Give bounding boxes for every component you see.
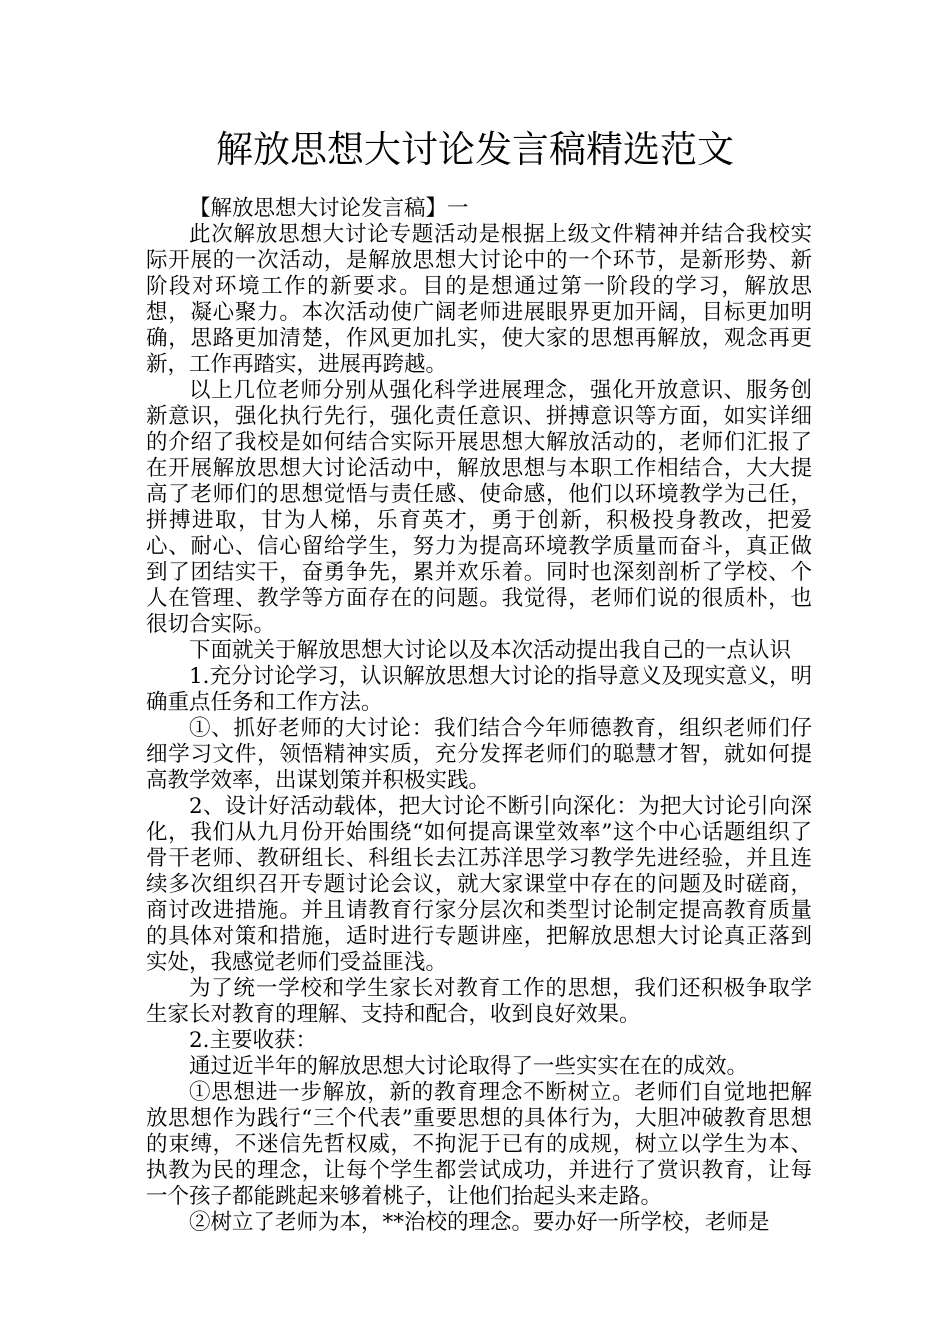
paragraph: 以上几位老师分别从强化科学进展理念，强化开放意识、服务创新意识，强化执行先行，强化责任意识、拼搏意识等方面，如实详细的介绍了我校是如何结合实际开展思想大解放活动的，老师们汇报了在开展解放思想大讨论活动中，解放思想与本职工作相结合，大大提高了老师们的思想觉悟与责任感、使命感，他们以环境教学为己任，拼搏进取，甘为人梯，乐育英才，勇于创新，积极投身教改，把爱心、耐心、信心留给学生，努力为提高环境教学质量而奋斗，真正做到了团结实干，奋勇争先，累并欢乐着。同时也深刻剖析了学校、个人在管理、教学等方面存在的问题。我觉得，老师们说的很质朴，也很切合实际。 <box>146 378 812 637</box>
paragraph: ①、抓好老师的大讨论：我们结合今年师德教育，组织老师们仔细学习文件，领悟精神实质，充分发挥老师们的聪慧才智，就如何提高教学效率，出谋划策并积极实践。 <box>146 716 812 793</box>
paragraph: 通过近半年的解放思想大讨论取得了一些实实在在的成效。 <box>189 1054 749 1079</box>
paragraph: 下面就关于解放思想大讨论以及本次活动提出我自己的一点认识 <box>189 638 792 663</box>
paragraph: ①思想进一步解放，新的教育理念不断树立。老师们自觉地把解放思想作为践行“三个代表”重要思想的具体行为，大胆冲破教育思想的束缚，不迷信先哲权威，不拘泥于已有的成规，树立以学生为本、执教为民的理念，让每个学生都尝试成功，并进行了赏识教育，让每一个孩子都能跳起来够着桃子，让他们抬起头来走路。 <box>146 1080 812 1209</box>
paragraph: 2.主要收获： <box>189 1028 318 1053</box>
paragraph: 1.充分讨论学习，认识解放思想大讨论的指导意义及现实意义，明确重点任务和工作方法。 <box>146 664 812 715</box>
paragraph: 为了统一学校和学生家长对教育工作的思想，我们还积极争取学生家长对教育的理解、支持和配合，收到良好效果。 <box>146 976 812 1027</box>
paragraph-heading: 【解放思想大讨论发言稿】一 <box>189 196 469 221</box>
paragraph: 2、设计好活动载体，把大讨论不断引向深化：为把大讨论引向深化，我们从九月份开始围绕“如何提高课堂效率”这个中心话题组织了骨干老师、教研组长、科组长去江苏洋思学习教学先进经验，并且连续多次组织召开专题讨论会议，就大家课堂中存在的问题及时磋商，商讨改进措施。并且请教育行家分层次和类型讨论制定提高教育质量的具体对策和措施，适时进行专题讲座，把解放思想大讨论真正落到实处，我感觉老师们受益匪浅。 <box>146 794 812 975</box>
paragraph: ②树立了老师为本，**治校的理念。要办好一所学校，老师是 <box>189 1210 770 1235</box>
document-body <box>146 196 812 1236</box>
paragraph: 此次解放思想大讨论专题活动是根据上级文件精神并结合我校实际开展的一次活动，是解放思想大讨论中的一个环节，是新形势、新阶段对环境工作的新要求。目的是想通过第一阶段的学习，解放思想，凝心聚力。本次活动使广阔老师进展眼界更加开阔，目标更加明确，思路更加清楚，作风更加扎实，使大家的思想再解放，观念再更新，工作再踏实，进展再跨越。 <box>146 222 812 377</box>
document-title: 解放思想大讨论发言稿精选范文 <box>216 128 734 171</box>
